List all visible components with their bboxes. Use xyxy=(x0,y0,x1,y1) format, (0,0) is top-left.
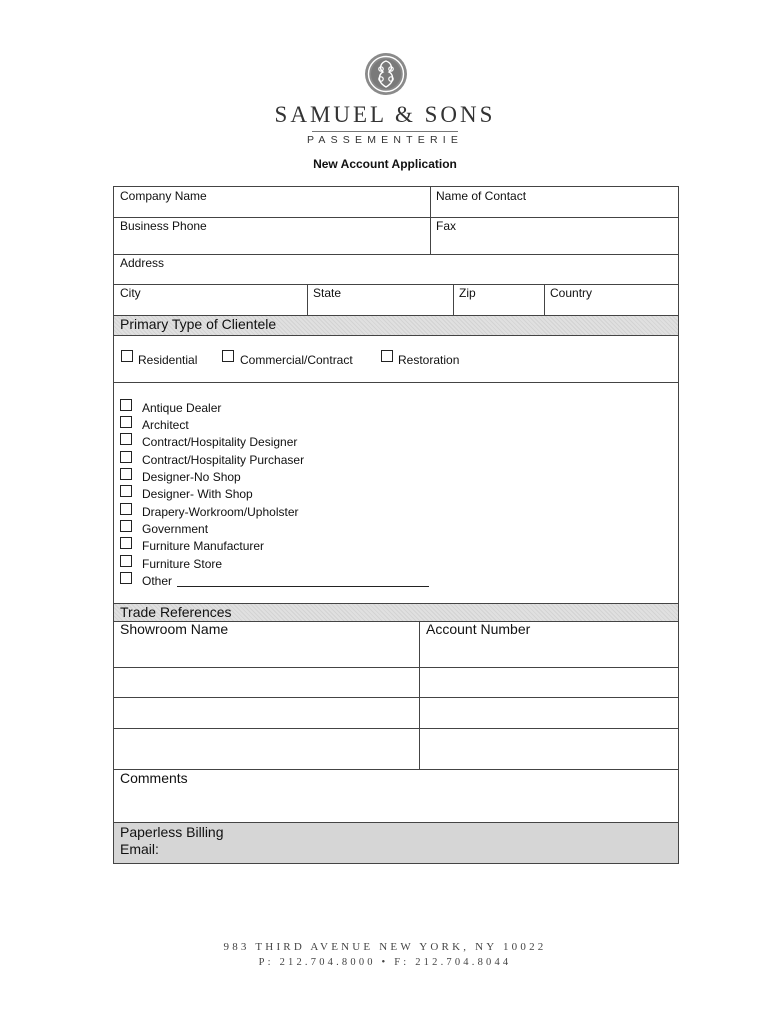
row-divider xyxy=(114,254,678,255)
contract-hospitality-designer-checkbox[interactable] xyxy=(120,433,132,445)
designer-no-shop-checkbox[interactable] xyxy=(120,468,132,480)
contract-hospitality-purchaser-checkbox[interactable] xyxy=(120,451,132,463)
column-divider xyxy=(419,621,420,769)
other-label: Other xyxy=(142,574,173,588)
furniture-store-label: Furniture Store xyxy=(142,557,223,571)
brand-name: SAMUEL & SONS xyxy=(274,102,496,127)
commercial-contract-checkbox[interactable] xyxy=(222,350,234,362)
account-number-label: Account Number xyxy=(426,621,531,637)
footer-address: 983 THIRD AVENUE NEW YORK, NY 10022 xyxy=(223,941,547,953)
email-label: Email: xyxy=(120,841,159,857)
architect-checkbox[interactable] xyxy=(120,416,132,428)
brand-subtitle: PASSEMENTERIE xyxy=(306,134,464,146)
reference-row-divider xyxy=(114,728,678,729)
column-divider xyxy=(307,284,308,315)
paperless-billing-band xyxy=(114,823,678,863)
zip-label: Zip xyxy=(459,286,476,300)
residential-checkbox[interactable] xyxy=(121,350,133,362)
furniture-manufacturer-checkbox[interactable] xyxy=(120,537,132,549)
reference-row-divider xyxy=(114,667,678,668)
fax-label: Fax xyxy=(436,219,457,233)
reference-row-divider xyxy=(114,697,678,698)
column-divider xyxy=(544,284,545,315)
clientele-heading: Primary Type of Clientele xyxy=(120,316,277,332)
trade-references-band xyxy=(114,604,678,621)
contract-hospitality-purchaser-label: Contract/Hospitality Purchaser xyxy=(142,453,305,467)
footer-phones: P: 212.704.8000 • F: 212.704.8044 xyxy=(258,957,512,968)
designer-with-shop-checkbox[interactable] xyxy=(120,485,132,497)
company-name-label: Company Name xyxy=(120,189,207,203)
clientele-heading-band xyxy=(114,316,678,335)
row-divider xyxy=(114,769,678,770)
designer-with-shop-label: Designer- With Shop xyxy=(142,487,253,501)
restoration-checkbox[interactable] xyxy=(381,350,393,362)
state-label: State xyxy=(313,286,342,300)
column-divider xyxy=(453,284,454,315)
row-divider xyxy=(114,382,678,383)
other-write-in-line[interactable] xyxy=(177,586,429,587)
row-divider xyxy=(114,335,678,336)
government-label: Government xyxy=(142,522,209,536)
row-divider xyxy=(114,284,678,285)
brand-divider xyxy=(312,131,458,132)
country-label: Country xyxy=(550,286,593,300)
designer-no-shop-label: Designer-No Shop xyxy=(142,470,241,484)
ornamental-seal-icon xyxy=(364,52,408,96)
paperless-billing-heading: Paperless Billing xyxy=(120,824,224,840)
government-checkbox[interactable] xyxy=(120,520,132,532)
drapery-workroom-checkbox[interactable] xyxy=(120,503,132,515)
antique-dealer-checkbox[interactable] xyxy=(120,399,132,411)
column-divider xyxy=(430,187,431,254)
application-form xyxy=(113,186,679,864)
business-phone-label: Business Phone xyxy=(120,219,207,233)
commercial-contract-label: Commercial/Contract xyxy=(240,353,353,367)
comments-label: Comments xyxy=(120,770,188,786)
showroom-name-label: Showroom Name xyxy=(120,621,229,637)
residential-label: Residential xyxy=(138,353,198,367)
address-label: Address xyxy=(120,256,165,270)
city-label: City xyxy=(120,286,141,300)
contact-label: Name of Contact xyxy=(436,189,527,203)
other-checkbox[interactable] xyxy=(120,572,132,584)
trade-references-heading: Trade References xyxy=(120,604,232,620)
contract-hospitality-designer-label: Contract/Hospitality Designer xyxy=(142,435,298,449)
architect-label: Architect xyxy=(142,418,189,432)
furniture-manufacturer-label: Furniture Manufacturer xyxy=(142,539,265,553)
drapery-workroom-label: Drapery-Workroom/Upholster xyxy=(142,505,299,519)
form-title: New Account Application xyxy=(313,157,457,171)
restoration-label: Restoration xyxy=(398,353,460,367)
furniture-store-checkbox[interactable] xyxy=(120,555,132,567)
row-divider xyxy=(114,217,678,218)
antique-dealer-label: Antique Dealer xyxy=(142,401,222,415)
